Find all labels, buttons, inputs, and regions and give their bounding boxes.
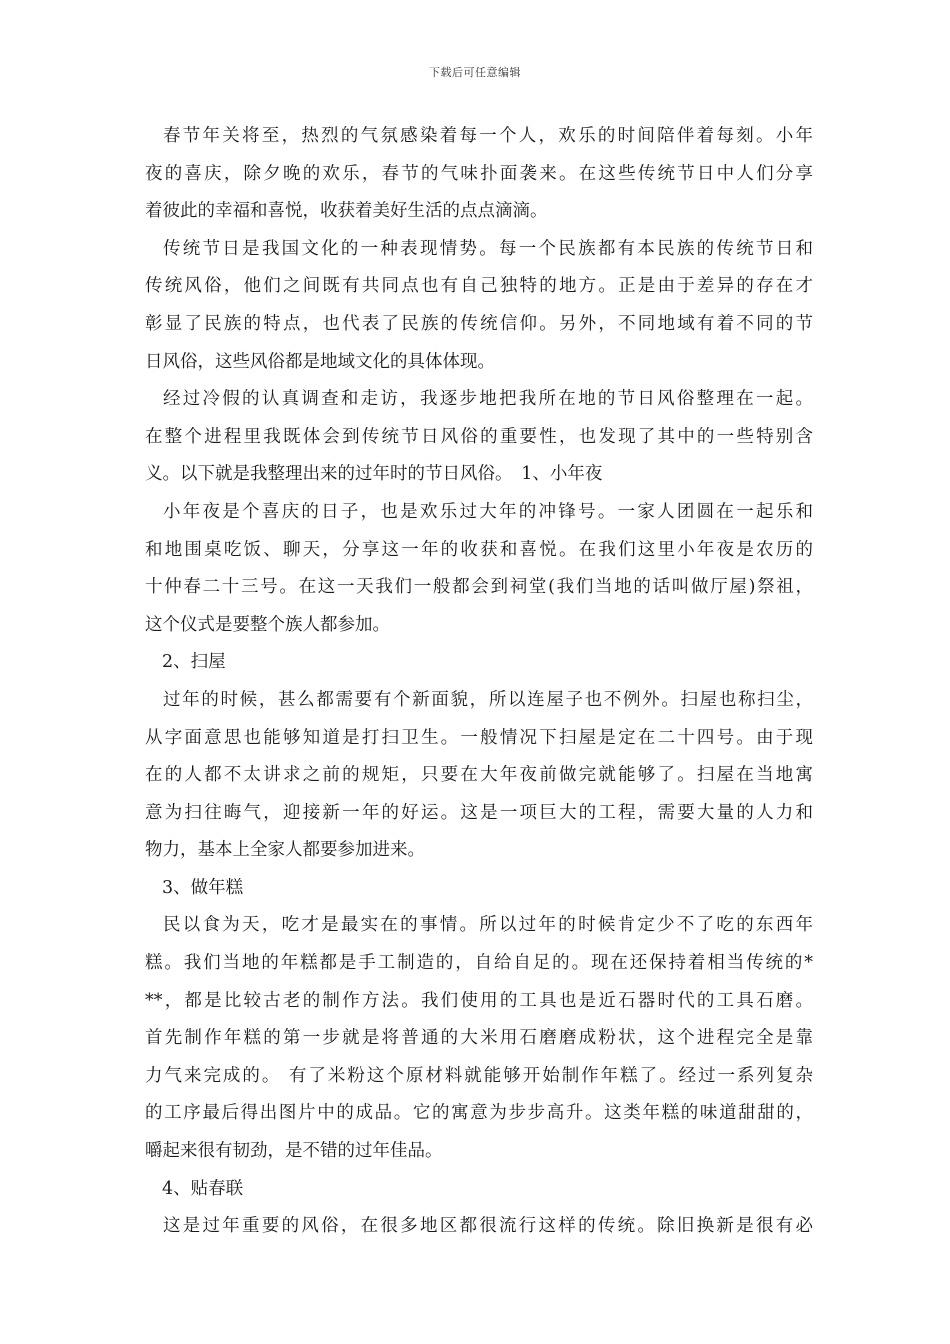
text-line: 意为扫往晦气，迎接新一年的好运。这是一项巨大的工程，需要大量的人力和 — [145, 802, 813, 823]
text-line: 民以食为天，吃才是最实在的事情。所以过年的时候肯定少不了吃的东西年 — [163, 915, 813, 936]
text-line: 义。以下就是我整理出来的过年时的节日风俗。 1、小年夜 — [145, 464, 603, 485]
header-note: 下载后可任意编辑 — [429, 66, 521, 79]
text-line: 物力，基本上全家人都要参加进来。 — [145, 840, 425, 861]
text-line: 首先制作年糕的第一步就是将普通的大米用石磨磨成粉状，这个进程完全是靠 — [145, 1028, 813, 1049]
text-line: 在整个进程里我既体会到传统节日风俗的重要性，也发现了其中的一些特别含 — [145, 426, 813, 447]
text-line: 着彼此的幸福和喜悦，收获着美好生活的点点滴滴。 — [145, 201, 548, 222]
text-line: 过年的时候，甚么都需要有个新面貌，所以连屋子也不例外。扫屋也称扫尘， — [163, 689, 813, 710]
section-heading: 3、做年糕 — [162, 877, 244, 898]
text-line: 力气来完成的。 有了米粉这个原材料就能够开始制作年糕了。经过一系列复杂 — [145, 1065, 813, 1086]
text-line: 这是过年重要的风俗，在很多地区都很流行这样的传统。除旧换新是很有必 — [163, 1216, 813, 1237]
text-line: **，都是比较古老的制作方法。我们使用的工具也是近石器时代的工具石磨。 — [145, 990, 813, 1011]
body-text — [145, 118, 813, 1246]
text-line: 和地围桌吃饭、聊天，分享这一年的收获和喜悦。在我们这里小年夜是农历的 — [145, 539, 813, 560]
text-line: 彰显了民族的特点，也代表了民族的传统信仰。另外，不同地域有着不同的节 — [145, 313, 813, 334]
text-line: 这个仪式是要整个族人都参加。 — [145, 614, 390, 635]
text-line: 夜的喜庆，除夕晚的欢乐，春节的气味扑面袭来。在这些传统节日中人们分享 — [145, 163, 813, 184]
text-line: 在的人都不太讲求之前的规矩，只要在大年夜前做完就能够了。扫屋在当地寓 — [145, 765, 813, 786]
text-line: 小年夜是个喜庆的日子，也是欢乐过大年的冲锋号。一家人团圆在一起乐和 — [163, 501, 813, 522]
text-line: 传统节日是我国文化的一种表现情势。每一个民族都有本民族的传统节日和 — [163, 238, 813, 259]
text-line: 的工序最后得出图片中的成品。它的寓意为步步高升。这类年糕的味道甜甜的， — [145, 1103, 813, 1124]
text-line: 从字面意思也能够知道是打扫卫生。一般情况下扫屋是定在二十四号。由于现 — [145, 727, 813, 748]
text-line: 经过冷假的认真调查和走访，我逐步地把我所在地的节日风俗整理在一起。 — [163, 389, 813, 410]
text-line: 糕。我们当地的年糕都是手工制造的，自给自足的。现在还保持着相当传统的* — [145, 953, 813, 974]
text-line: 传统风俗，他们之间既有共同点也有自己独特的地方。正是由于差异的存在才 — [145, 276, 813, 297]
section-heading: 4、贴春联 — [162, 1178, 244, 1199]
text-line: 十仲春二十三号。在这一天我们一般都会到祠堂(我们当地的话叫做厅屋)祭祖， — [145, 577, 813, 598]
text-line: 嚼起来很有韧劲，是不错的过年佳品。 — [145, 1141, 443, 1162]
section-heading: 2、扫屋 — [162, 652, 226, 673]
text-line: 日风俗，这些风俗都是地域文化的具体体现。 — [145, 351, 495, 372]
text-line: 春节年关将至，热烈的气氛感染着每一个人，欢乐的时间陪伴着每刻。小年 — [163, 126, 813, 146]
